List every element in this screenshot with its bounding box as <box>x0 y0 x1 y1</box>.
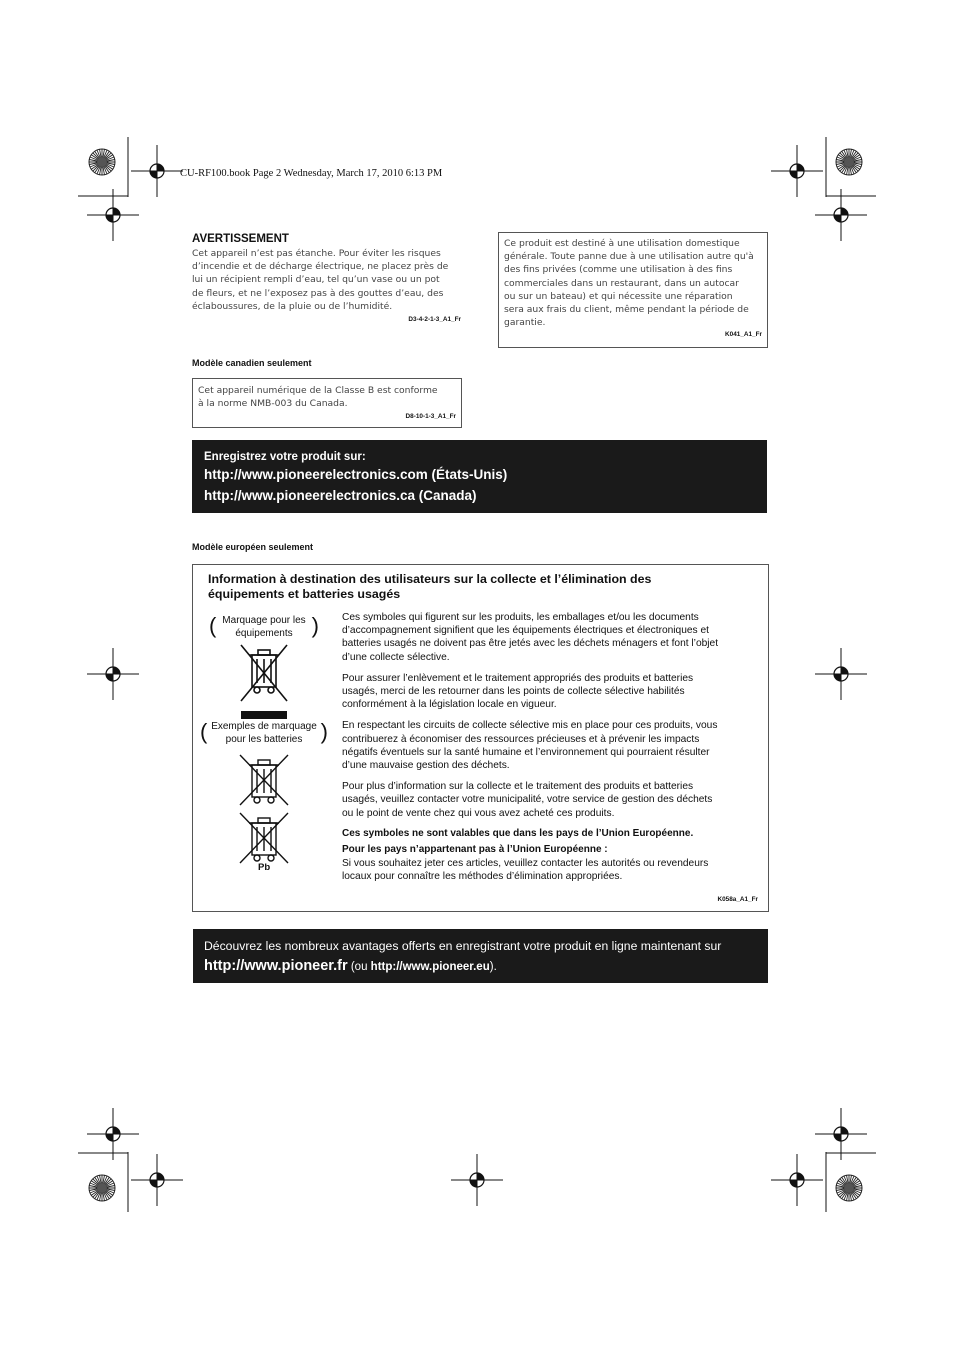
europe-box <box>192 564 769 912</box>
europe-paragraph-2: Pour assurer l’enlèvement et le traitement appropriés des produits et batteries usagés, merci de les retourner dans les points de collecte sélective habilités conformément à la législation locale en vigueur. <box>342 672 694 711</box>
warning-text: Cet appareil n’est pas étanche. Pour éviter les risques d’incendie et de décharge électrique, ne placez près de lui un récipient rempli d’eau, tel qu’un vase ou un pot de fleurs, et ne l’exposez pas à des gouttes d’eau, des éclaboussures, de la pluie ou de l’humidité. <box>192 248 449 312</box>
domestic-use-text: Ce produit est destiné à une utilisation domestique générale. Toute panne due à une utilisation autre qu'à des fins privées (comme une utilisation à des fins commerciales dans un restaurant, dans un autocar ou sur un bateau) et qui nécessite une réparation sera aux frais du client, même pendant la période de garantie. <box>504 238 754 329</box>
europe-title: Information à destination des utilisateurs sur la collecte et l’élimination des équipements et batteries usagés <box>208 572 652 601</box>
online-url-alt[interactable]: http://www.pioneer.eu <box>370 961 490 973</box>
pb-label: Pb <box>258 862 271 873</box>
warning-title: AVERTISSEMENT <box>192 233 289 245</box>
online-text: Découvrez les nombreux avantages offerts en enregistrant votre produit en ligne maintenant sur <box>204 939 722 953</box>
register-bar <box>192 440 767 513</box>
file-header: CU-RF100.book Page 2 Wednesday, March 17, 2010 6:13 PM <box>180 168 443 179</box>
marking-batteries-label: ( Exemples de marquage pour les batteries ) <box>200 719 328 745</box>
canada-text: Cet appareil numérique de la Classe B est conforme à la norme NMB-003 du Canada. <box>198 385 438 410</box>
warning-code: D3-4-2-1-3_A1_Fr <box>408 316 461 324</box>
europe-paragraph-1: Ces symboles qui figurent sur les produits, les emballages et/ou les documents d’accompagnement signifient que les équipements électriques et électroniques et batteries usagés ne doivent pas être jetés avec les déchets ménagers et font l’objet d’une collecte sélective. <box>342 612 719 663</box>
europe-final-paragraph: Si vous souhaitez jeter ces articles, veuillez contacter les autorités ou revendeurs locaux pour connaître les méthodes d’élimination appropriées. <box>342 857 709 883</box>
online-urls: http://www.pioneer.fr (ou http://www.pioneer.eu). <box>204 958 497 974</box>
europe-paragraph-4: Pour plus d’information sur la collecte et le traitement des produits et batteries usagés, veuillez contacter votre municipalité, votre service de gestion des déchets ou le point de vente chez qui vous avez acheté ces produits. <box>342 781 713 819</box>
europe-label: Modèle européen seulement <box>192 542 314 552</box>
warning-block <box>192 233 464 323</box>
register-url-ca[interactable]: http://www.pioneerelectronics.ca (Canada) <box>204 488 477 503</box>
domestic-use-code: K041_A1_Fr <box>725 331 762 339</box>
weee-bin-battery-pb-icon <box>237 811 291 865</box>
online-url-main[interactable]: http://www.pioneer.fr <box>204 958 348 974</box>
europe-bold-non-eu: Pour les pays n’appartenant pas à l’Union Européenne : <box>342 843 608 855</box>
europe-text <box>342 611 762 891</box>
europe-code: K058a_A1_Fr <box>717 896 758 903</box>
marking-equipment-label: ( Marquage pour les équipements ) <box>209 613 319 639</box>
europe-paragraph-3: En respectant les circuits de collecte sélective mis en place pour ces produits, vous contribuerez à économiser des ressources précieuses et à prévenir les impacts négatifs éventuels sur la santé humaine et l’environnement qui pourraient résulter d’une mauvaise gestion des déchets. <box>342 720 718 772</box>
canada-box <box>192 378 462 428</box>
canada-code: D8-10-1-3_A1_Fr <box>405 413 456 421</box>
register-heading: Enregistrez votre produit sur: <box>204 451 366 463</box>
domestic-use-box <box>498 232 768 348</box>
canada-label: Modèle canadien seulement <box>192 358 312 368</box>
weee-bin-battery-icon <box>237 753 291 807</box>
weee-bin-equipment-icon <box>237 643 291 723</box>
europe-bold-eu-only: Ces symboles ne sont valables que dans les pays de l’Union Européenne. <box>342 827 694 839</box>
register-url-us[interactable]: http://www.pioneerelectronics.com (États-Unis) <box>204 467 508 482</box>
online-bar <box>193 929 768 983</box>
